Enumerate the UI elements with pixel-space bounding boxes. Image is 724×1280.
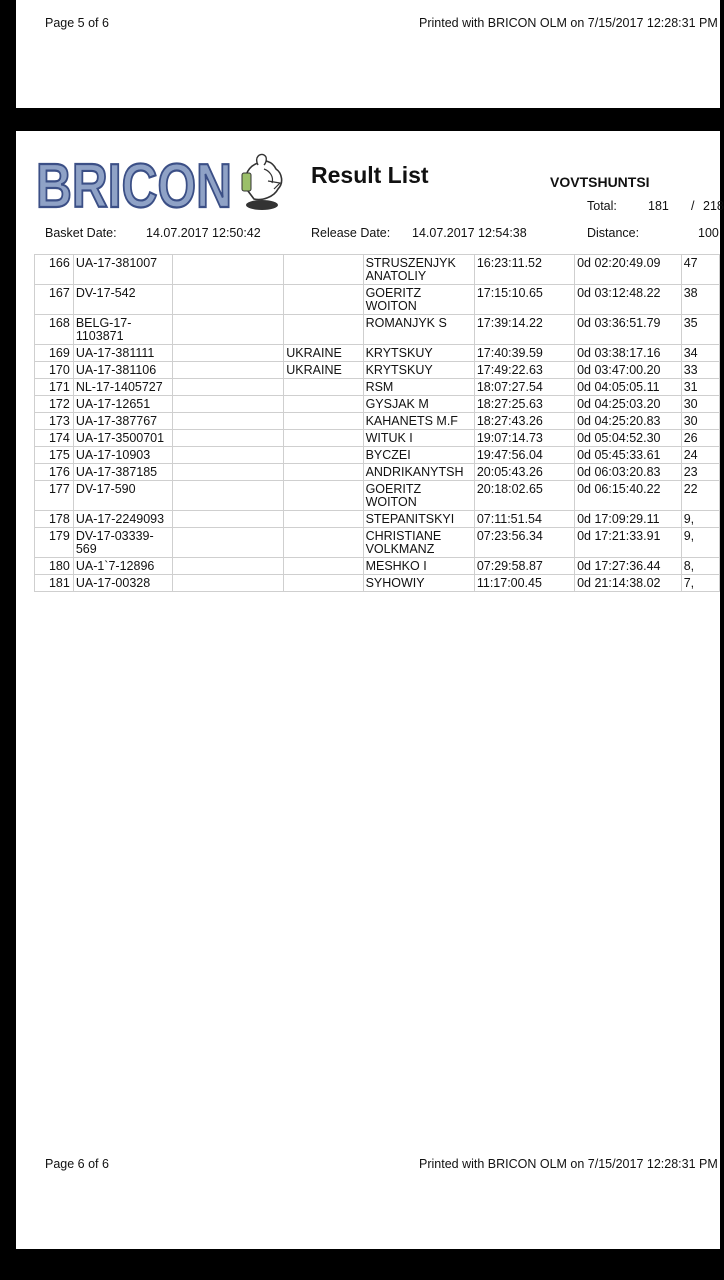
fancier-name-cell: BYCZEI (363, 447, 474, 464)
position-cell: 181 (35, 575, 74, 592)
arrival-time-cell: 20:05:43.26 (474, 464, 574, 481)
flight-time-cell: 0d 04:25:20.83 (575, 413, 682, 430)
table-row (35, 558, 720, 575)
table-row (35, 255, 720, 285)
ring-number-cell: UA-17-387767 (73, 413, 172, 430)
country-cell (284, 464, 363, 481)
ring-number-cell: UA-17-387185 (73, 464, 172, 481)
position-cell: 171 (35, 379, 74, 396)
speed-cell: 7, (681, 575, 719, 592)
country-cell (284, 379, 363, 396)
blank-cell (172, 379, 284, 396)
speed-cell: 9, (681, 528, 719, 558)
flight-time-cell: 0d 02:20:49.09 (575, 255, 682, 285)
flight-time-cell: 0d 17:09:29.11 (575, 511, 682, 528)
flight-time-cell: 0d 17:21:33.91 (575, 528, 682, 558)
arrival-time-cell: 17:15:10.65 (474, 285, 574, 315)
arrival-time-cell: 17:49:22.63 (474, 362, 574, 379)
arrival-time-cell: 07:23:56.34 (474, 528, 574, 558)
table-row (35, 413, 720, 430)
blank-cell (172, 575, 284, 592)
country-cell: UKRAINE (284, 345, 363, 362)
fancier-name-cell: SYHOWIY (363, 575, 474, 592)
speed-cell: 47 (681, 255, 719, 285)
ring-number-cell: DV-17-03339-569 (73, 528, 172, 558)
logo-text: BRICON (36, 152, 232, 221)
release-date-label: Release Date: (311, 226, 391, 240)
country-cell (284, 430, 363, 447)
fancier-name-cell: MESHKO I (363, 558, 474, 575)
flight-time-cell: 0d 03:12:48.22 (575, 285, 682, 315)
table-row (35, 447, 720, 464)
printed-note: Printed with BRICON OLM on 7/15/2017 12:28:31 PM (419, 16, 718, 30)
blank-cell (172, 315, 284, 345)
position-cell: 166 (35, 255, 74, 285)
fancier-name-cell: KRYTSKUY (363, 345, 474, 362)
speed-cell: 30 (681, 396, 719, 413)
country-cell (284, 447, 363, 464)
fancier-name-cell: CHRISTIANE VOLKMANZ (363, 528, 474, 558)
speed-cell: 30 (681, 413, 719, 430)
country-cell (284, 315, 363, 345)
position-cell: 175 (35, 447, 74, 464)
distance-label: Distance: (587, 226, 640, 240)
arrival-time-cell: 11:17:00.45 (474, 575, 574, 592)
flight-time-cell: 0d 06:03:20.83 (575, 464, 682, 481)
table-row (35, 285, 720, 315)
ring-number-cell: UA-17-2249093 (73, 511, 172, 528)
position-cell: 173 (35, 413, 74, 430)
arrival-time-cell: 07:11:51.54 (474, 511, 574, 528)
fancier-name-cell: RSM (363, 379, 474, 396)
printed-note: Printed with BRICON OLM on 7/15/2017 12:28:31 PM (419, 1157, 718, 1171)
speed-cell: 22 (681, 481, 719, 511)
arrival-time-cell: 19:47:56.04 (474, 447, 574, 464)
ring-number-cell: UA-17-381106 (73, 362, 172, 379)
blank-cell (172, 481, 284, 511)
position-cell: 180 (35, 558, 74, 575)
flight-time-cell: 0d 05:04:52.30 (575, 430, 682, 447)
release-location: VOVTSHUNTSI (550, 174, 650, 190)
flight-time-cell: 0d 03:36:51.79 (575, 315, 682, 345)
arrival-time-cell: 17:39:14.22 (474, 315, 574, 345)
fancier-name-cell: ROMANJYK S (363, 315, 474, 345)
flight-time-cell: 0d 04:25:03.20 (575, 396, 682, 413)
table-row (35, 379, 720, 396)
country-cell (284, 396, 363, 413)
total-label: Total: (587, 199, 617, 213)
total-separator: / (691, 199, 695, 213)
flight-time-cell: 0d 04:05:05.11 (575, 379, 682, 396)
blank-cell (172, 447, 284, 464)
fancier-name-cell: GOERITZ WOITON (363, 481, 474, 511)
total-other: 218 (703, 199, 724, 213)
table-row (35, 430, 720, 447)
blank-cell (172, 345, 284, 362)
speed-cell: 33 (681, 362, 719, 379)
flight-time-cell: 0d 03:38:17.16 (575, 345, 682, 362)
position-cell: 168 (35, 315, 74, 345)
basket-date-label: Basket Date: (45, 226, 117, 240)
blank-cell (172, 511, 284, 528)
table-row (35, 345, 720, 362)
table-row (35, 396, 720, 413)
page-title: Result List (311, 162, 429, 188)
country-cell (284, 511, 363, 528)
position-cell: 167 (35, 285, 74, 315)
flight-time-cell: 0d 03:47:00.20 (575, 362, 682, 379)
ring-number-cell: DV-17-542 (73, 285, 172, 315)
table-row (35, 362, 720, 379)
speed-cell: 23 (681, 464, 719, 481)
ring-number-cell: UA-17-381007 (73, 255, 172, 285)
table-row (35, 528, 720, 558)
fancier-name-cell: STEPANITSKYI (363, 511, 474, 528)
blank-cell (172, 464, 284, 481)
flight-time-cell: 0d 05:45:33.61 (575, 447, 682, 464)
arrival-time-cell: 17:40:39.59 (474, 345, 574, 362)
arrival-time-cell: 18:07:27.54 (474, 379, 574, 396)
flight-time-cell: 0d 17:27:36.44 (575, 558, 682, 575)
speed-cell: 31 (681, 379, 719, 396)
blank-cell (172, 285, 284, 315)
flight-time-cell: 0d 21:14:38.02 (575, 575, 682, 592)
ring-number-cell: NL-17-1405727 (73, 379, 172, 396)
fancier-name-cell: KAHANETS M.F (363, 413, 474, 430)
blank-cell (172, 558, 284, 575)
result-page (16, 131, 724, 1249)
ring-number-cell: UA-17-10903 (73, 447, 172, 464)
table-row (35, 575, 720, 592)
arrival-time-cell: 19:07:14.73 (474, 430, 574, 447)
ring-number-cell: UA-17-3500701 (73, 430, 172, 447)
speed-cell: 34 (681, 345, 719, 362)
pigeon-icon (242, 154, 282, 210)
ring-number-cell: UA-17-00328 (73, 575, 172, 592)
fancier-name-cell: ANDRIKANYTSH (363, 464, 474, 481)
country-cell (284, 413, 363, 430)
position-cell: 170 (35, 362, 74, 379)
total-value: 181 (648, 199, 669, 213)
table-row (35, 464, 720, 481)
ring-number-cell: DV-17-590 (73, 481, 172, 511)
blank-cell (172, 362, 284, 379)
position-cell: 172 (35, 396, 74, 413)
page-number: Page 5 of 6 (45, 16, 109, 30)
position-cell: 174 (35, 430, 74, 447)
flight-time-cell: 0d 06:15:40.22 (575, 481, 682, 511)
speed-cell: 8, (681, 558, 719, 575)
arrival-time-cell: 20:18:02.65 (474, 481, 574, 511)
position-cell: 169 (35, 345, 74, 362)
bricon-logo (34, 151, 282, 221)
distance-value: 100 (698, 226, 719, 240)
arrival-time-cell: 18:27:43.26 (474, 413, 574, 430)
speed-cell: 38 (681, 285, 719, 315)
speed-cell: 9, (681, 511, 719, 528)
blank-cell (172, 255, 284, 285)
table-row (35, 315, 720, 345)
position-cell: 178 (35, 511, 74, 528)
fancier-name-cell: WITUK I (363, 430, 474, 447)
arrival-time-cell: 07:29:58.87 (474, 558, 574, 575)
release-date-value: 14.07.2017 12:54:38 (412, 226, 527, 240)
blank-cell (172, 413, 284, 430)
arrival-time-cell: 16:23:11.52 (474, 255, 574, 285)
position-cell: 179 (35, 528, 74, 558)
table-row (35, 511, 720, 528)
country-cell (284, 481, 363, 511)
table-row (35, 481, 720, 511)
country-cell (284, 285, 363, 315)
ring-number-cell: UA-1`7-12896 (73, 558, 172, 575)
page-number: Page 6 of 6 (45, 1157, 109, 1171)
speed-cell: 26 (681, 430, 719, 447)
fancier-name-cell: GYSJAK M (363, 396, 474, 413)
results-table (34, 254, 720, 592)
ring-number-cell: BELG-17-1103871 (73, 315, 172, 345)
position-cell: 176 (35, 464, 74, 481)
arrival-time-cell: 18:27:25.63 (474, 396, 574, 413)
fancier-name-cell: GOERITZ WOITON (363, 285, 474, 315)
position-cell: 177 (35, 481, 74, 511)
previous-page (16, 0, 720, 108)
speed-cell: 24 (681, 447, 719, 464)
ring-number-cell: UA-17-381111 (73, 345, 172, 362)
blank-cell (172, 430, 284, 447)
country-cell (284, 575, 363, 592)
country-cell (284, 528, 363, 558)
speed-cell: 35 (681, 315, 719, 345)
country-cell (284, 255, 363, 285)
fancier-name-cell: KRYTSKUY (363, 362, 474, 379)
ring-number-cell: UA-17-12651 (73, 396, 172, 413)
blank-cell (172, 528, 284, 558)
fancier-name-cell: STRUSZENJYK ANATOLIY (363, 255, 474, 285)
blank-cell (172, 396, 284, 413)
country-cell: UKRAINE (284, 362, 363, 379)
country-cell (284, 558, 363, 575)
basket-date-value: 14.07.2017 12:50:42 (146, 226, 261, 240)
